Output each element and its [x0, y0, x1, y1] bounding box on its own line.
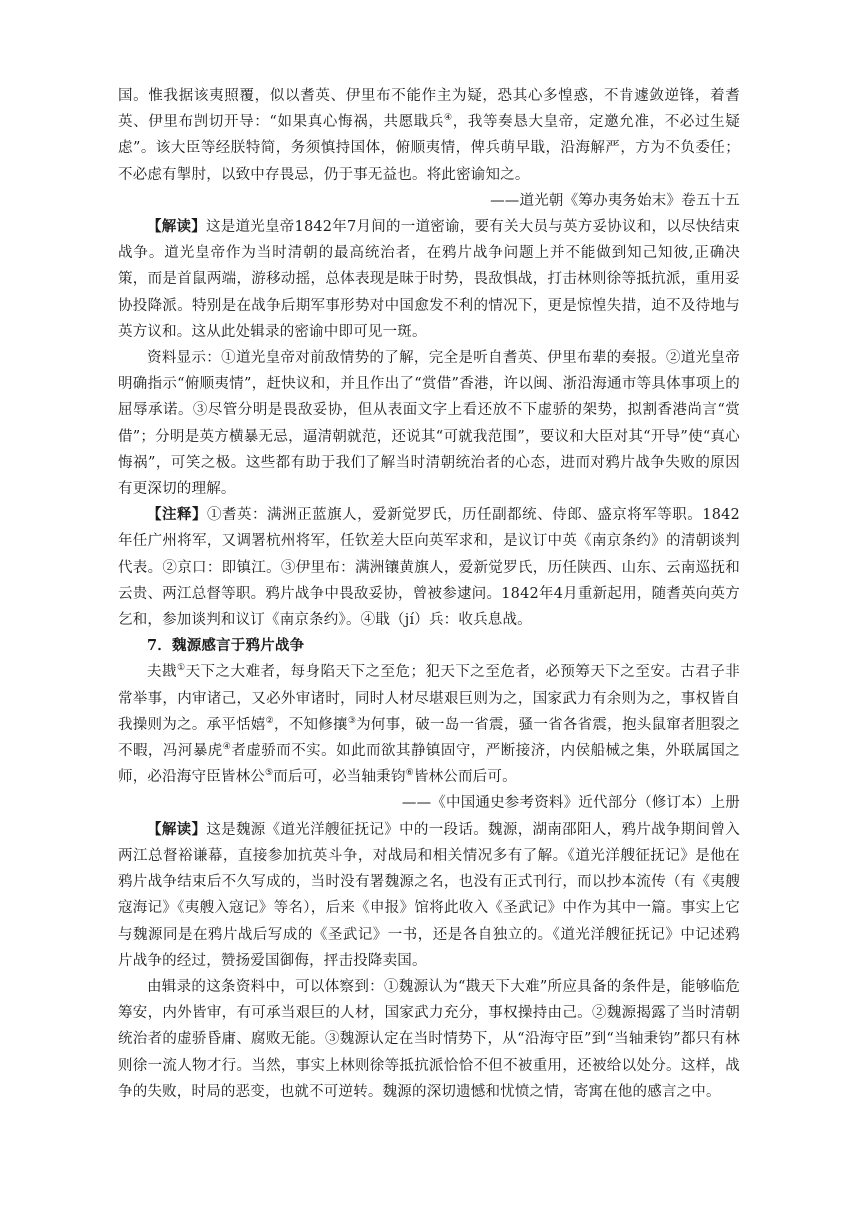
- interpretation-paragraph-2: [118, 817, 740, 974]
- footnote-ref: ⑥: [405, 768, 414, 779]
- edict-text-1: 国。惟我据该夷照覆，似以耆英、伊里布不能作主为疑，恐其心多惶惑，不肯遽敛逆锋，着耆英、伊里布剀切开导：“如果真心悔祸，共愿戢兵: [118, 88, 740, 131]
- analysis-paragraph-2: 由辑录的这条资料中，可以体察到：①魏源认为“戡天下大难”所应具备的条件是，能够临危筹安，内外皆审，有可承当艰巨的人材，国家武力充分，事权操持由己。②魏源揭露了当时清朝统治者的虚骄昏庸、腐败无能。③魏源认定在当时情势下，从“沿海守臣”到“当轴秉钧”都只有林则徐一流人物才行。当然，事实上林则徐等抵抗派恰恰不但不被重用，还被给以处分。这样，战争的失败，时局的恶变，也就不可逆转。魏源的深切遗憾和忧愤之情，寄寓在他的感言之中。: [118, 978, 740, 1100]
- footnote-ref: ②: [265, 715, 274, 726]
- quote-text-5: 者虚骄而不实。如此而欲其静镇固守，严断接济，内侯船械之集，外联属国之师，必沿海守臣皆林公: [118, 743, 740, 786]
- interpretation-label: 【解读】: [147, 218, 207, 236]
- quote-text-1: 夫戡: [147, 664, 177, 681]
- quote-text-2: 天下之大难者，每身陷天下之至危；犯天下之至危者，必预筹天下之至安。古君子非常举事，内审诸己，又必外审诸时，同时人材尽堪艰巨则为之，国家武力有余则为之，事权皆自我操则为之。承平恬嬉: [118, 664, 740, 733]
- quote-text-3: ，不知修攘: [274, 716, 348, 733]
- quote-text-7: 皆林公而后可。: [413, 769, 517, 786]
- notes-paragraph: [118, 502, 740, 633]
- interpretation-text: 这是道光皇帝1842年7月间的一道密谕，要有关大员与英方妥协议和，以尽快结束战争。道光皇帝作为当时清朝的最高统治者，在鸦片战争问题上并不能做到知己知彼,正确决策，而是首鼠两端，游移动摇，总体表现是昧于时势，畏敌惧战，打击林则徐等抵抗派，重用妥协投降派。特别是在战争后期军事形势对中国愈发不利的情况下，更是惊惶失措，迫不及待地与英方议和。这从此处辑录的密谕中即可见一斑。: [118, 219, 740, 340]
- section-heading: 7．魏源感言于鸦片战争: [147, 637, 305, 655]
- edict-text-2: ，我等奏恳大皇帝，定邀允准，不必过生疑虑”。该大臣等经朕特简，务须慎持国体，俯顺夷情，俾兵萌早戢，沿海解严，方为不负委任；不必虑有掣肘，以致中存畏忌，仍于事无益也。将此密谕知之。: [118, 114, 740, 183]
- quote-text-6: 而后可，必当轴秉钧: [273, 769, 406, 786]
- interpretation-text: 这是魏源《道光洋艘征抚记》中的一段话。魏源，湖南邵阳人，鸦片战争期间曾入两江总督裕谦幕，直接参加抗英斗争，对战局和相关情况多有了解。《道光洋艘征抚记》是他在鸦片战争结束后不久写成的，当时没有署魏源之名，也没有正式刊行，而以抄本流传（有《夷艘寇海记》《夷艘入寇记》等名），后来《申报》馆将此收入《圣武记》中作为其中一篇。事实上它与魏源同是在鸦片战后写成的《圣武记》一书，还是各自独立的。《道光洋艘征抚记》中记述鸦片战争的经过，赞扬爱国御侮，抨击投降卖国。: [118, 821, 740, 969]
- footnote-ref: ④: [444, 113, 453, 124]
- footnote-ref: ④: [222, 742, 232, 753]
- quote-text-4: 为何事，破一岛一省震，骚一省各省震，抱头鼠窜者胆裂之不暇，冯河暴虎: [118, 716, 740, 760]
- interpretation-paragraph-1: [118, 214, 740, 345]
- footnote-ref: ③: [347, 715, 357, 726]
- notes-label: 【注释】: [147, 506, 208, 524]
- footnote-ref: ⑤: [265, 768, 274, 779]
- quotation-paragraph: [118, 659, 740, 790]
- source-citation-2: ——《中国通史参考资料》近代部分（修订本）上册: [401, 795, 740, 812]
- source-citation-1: ——道光朝《筹办夷务始末》卷五十五: [490, 192, 740, 209]
- interpretation-label: 【解读】: [147, 820, 207, 838]
- edict-paragraph: [118, 83, 740, 188]
- notes-text: ①耆英：满洲正蓝旗人，爱新觉罗氏，历任副都统、侍郎、盛京将军等职。1842年任广州将军，又调署杭州将军，任钦差大臣向英军求和，是议订中英《南京条约》的清朝谈判代表。②京口：即镇江。③伊里布：满洲镶黄旗人，爱新觉罗氏，历任陕西、山东、云南巡抚和云贵、两江总督等职。鸦片战争中畏敌妥协，曾被参逮问。1842年4月重新起用，随耆英向英方乞和，参加谈判和议订《南京条约》。④戢（jí）兵：收兵息战。: [118, 507, 740, 629]
- footnote-ref: ①: [177, 663, 186, 674]
- text-column: [118, 83, 740, 1105]
- analysis-paragraph-1: 资料显示：①道光皇帝对前敌情势的了解，完全是听自耆英、伊里布辈的奏报。②道光皇帝明确指示“俯顺夷情”，赶快议和，并且作出了“赏借”香港，许以闽、浙沿海通市等具体事项上的屈辱承诺。③尽管分明是畏敌妥协，但从表面文字上看还放不下虚骄的架势，拟割香港尚言“赏借”；分明是英方横暴无忌，逼清朝就范，还说其“可就我范围”，要议和大臣对其“开导”使“真心悔祸”，可笑之极。这些都有助于我们了解当时清朝统治者的心态，进而对鸦片战争失败的原因有更深切的理解。: [118, 350, 740, 498]
